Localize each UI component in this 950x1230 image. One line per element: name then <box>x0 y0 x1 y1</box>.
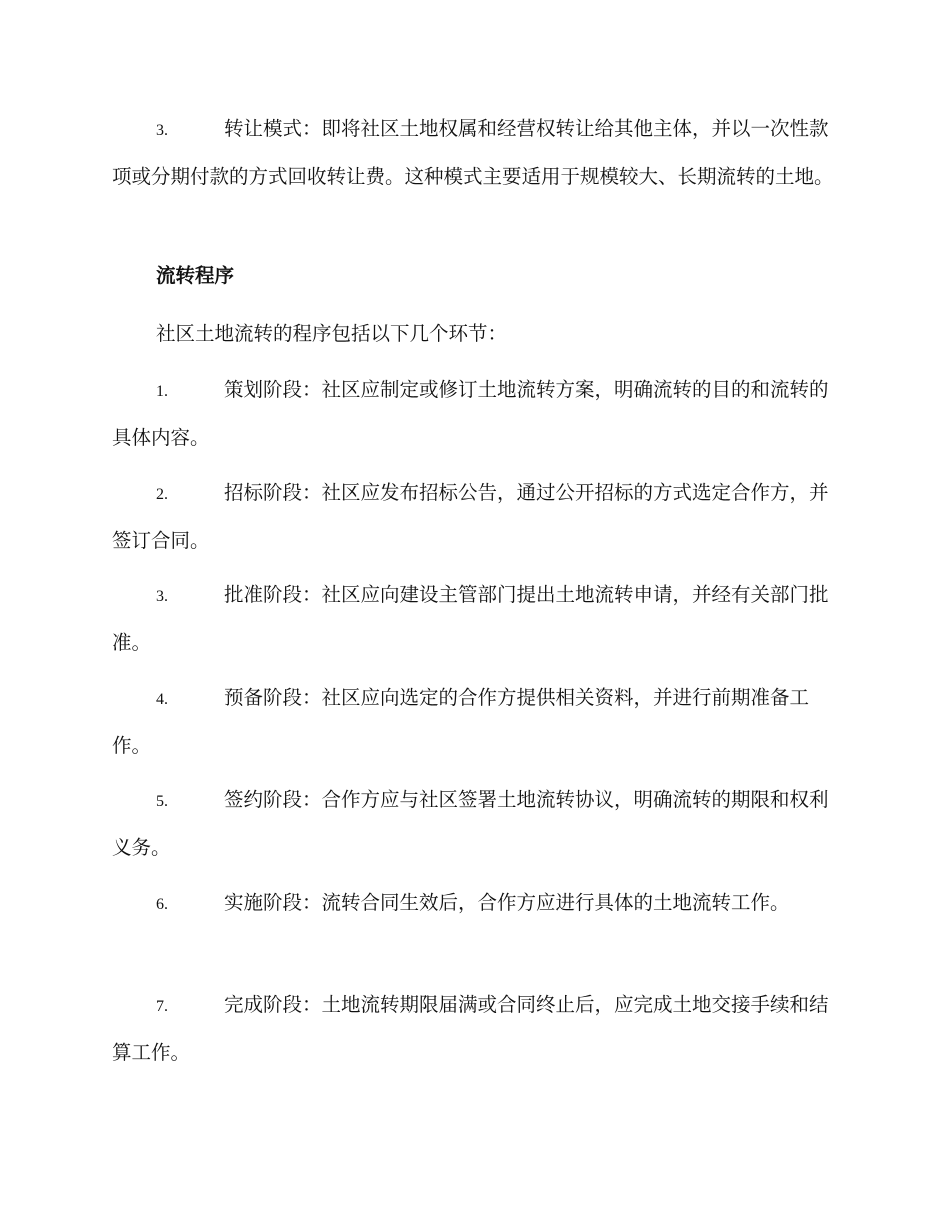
list-item-step-7 <box>112 982 838 1076</box>
list-number: 4. <box>156 691 168 708</box>
list-item-step-4 <box>112 675 838 769</box>
list-item-step-2 <box>112 470 838 564</box>
list-item-step-3 <box>112 572 838 666</box>
list-text: 实施阶段：流转合同生效后，合作方应进行具体的土地流转工作。 <box>224 891 790 914</box>
list-number: 5. <box>156 793 168 810</box>
list-number: 2. <box>156 486 168 503</box>
list-number: 1. <box>156 383 168 400</box>
list-number: 6. <box>156 896 168 913</box>
section-intro: 社区土地流转的程序包括以下几个环节： <box>156 322 508 345</box>
list-number: 7. <box>156 998 168 1015</box>
list-item-step-6 <box>112 880 838 928</box>
list-number: 3. <box>156 122 168 139</box>
section-heading: 流转程序 <box>156 264 235 287</box>
list-text: 策划阶段：社区应制定或修订土地流转方案，明确流转的目的和流转的具体内容。 <box>112 378 829 449</box>
list-text: 招标阶段：社区应发布招标公告，通过公开招标的方式选定合作方，并签订合同。 <box>112 481 829 552</box>
list-text: 批准阶段：社区应向建设主管部门提出土地流转申请，并经有关部门批准。 <box>112 583 829 654</box>
list-text: 签约阶段：合作方应与社区签署土地流转协议，明确流转的期限和权利义务。 <box>112 788 829 859</box>
list-text: 预备阶段：社区应向选定的合作方提供相关资料，并进行前期准备工作。 <box>112 686 810 757</box>
list-item-step-5 <box>112 777 838 871</box>
list-item-step-1 <box>112 367 838 461</box>
list-number: 3. <box>156 588 168 605</box>
list-text: 转让模式：即将社区土地权属和经营权转让给其他主体，并以一次性款项或分期付款的方式回收转让费。这种模式主要适用于规模较大、长期流转的土地。 <box>112 117 834 188</box>
list-item-transfer-mode <box>112 106 838 200</box>
list-text: 完成阶段：土地流转期限届满或合同终止后，应完成土地交接手续和结算工作。 <box>112 993 829 1064</box>
